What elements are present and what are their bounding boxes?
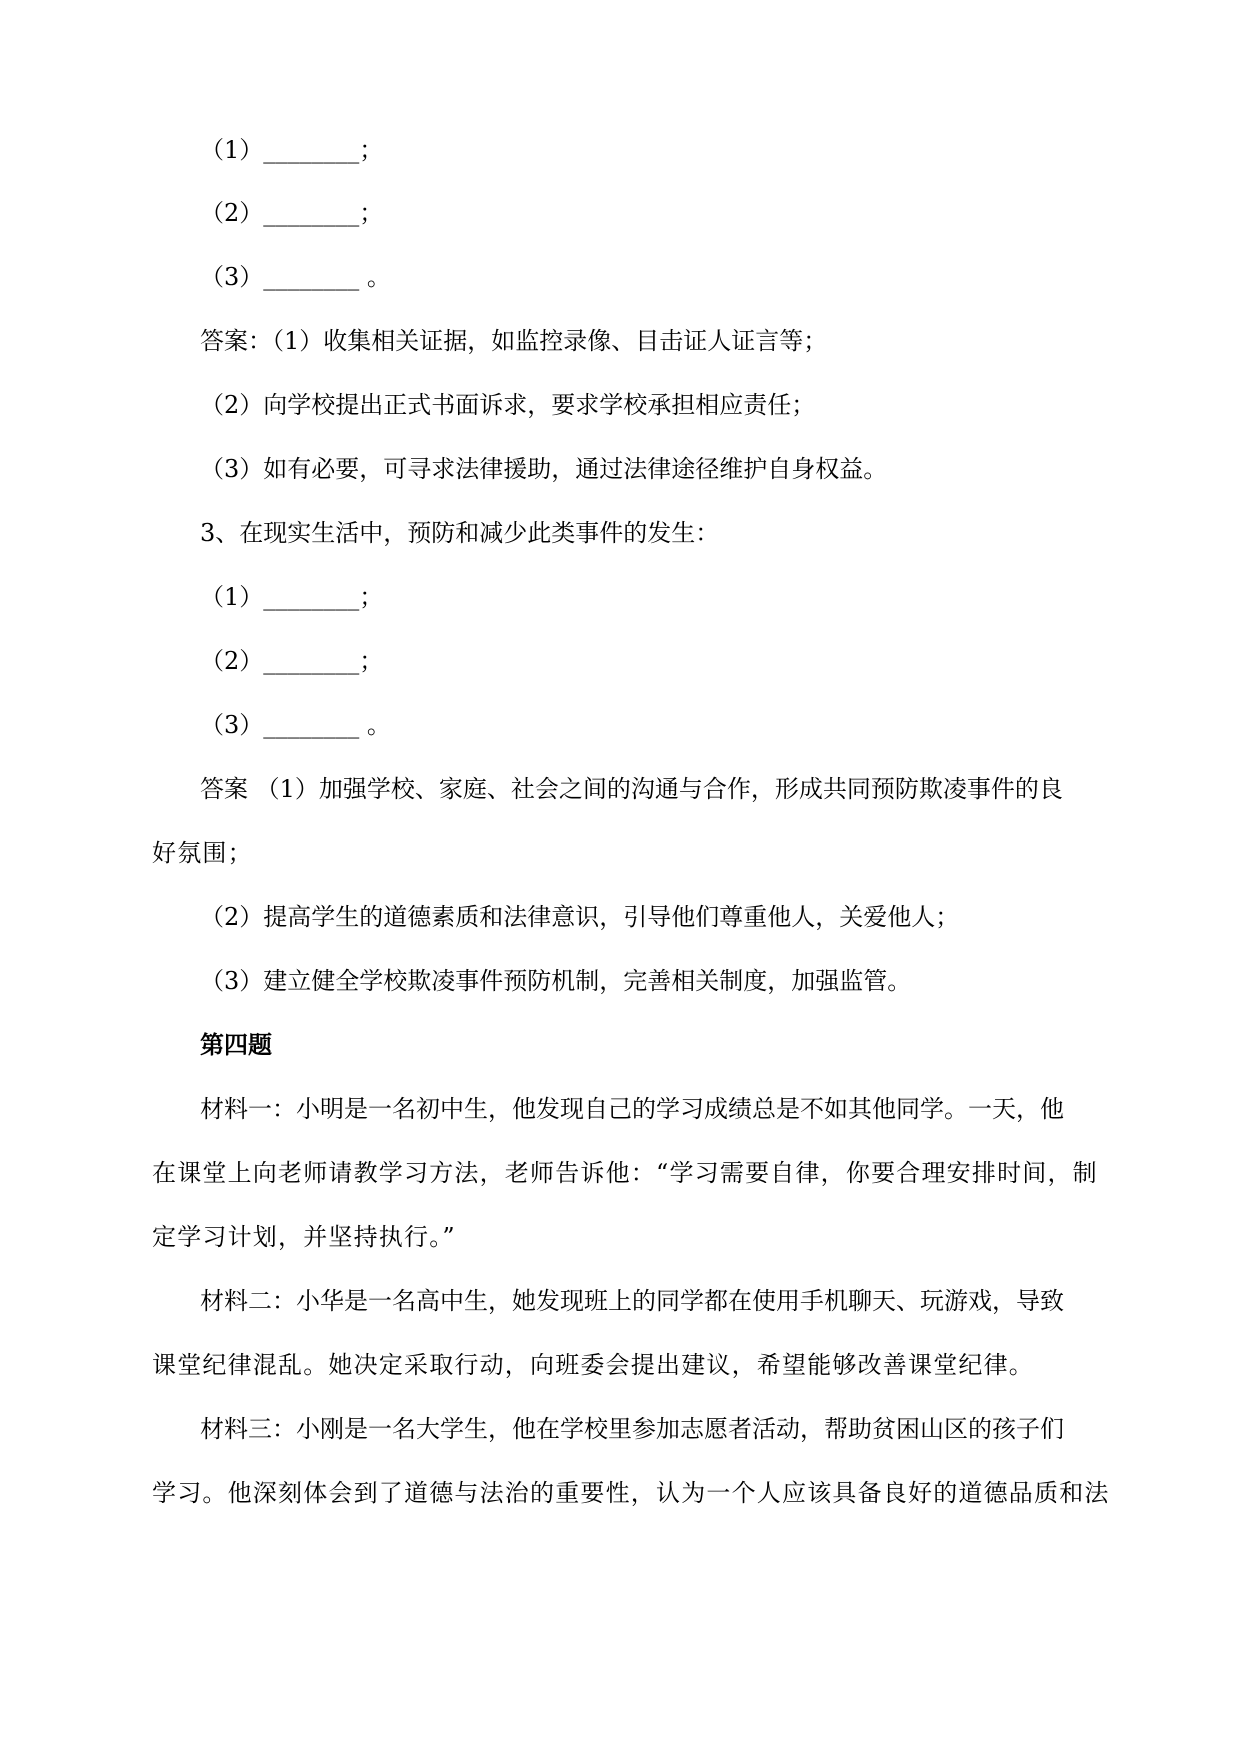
material-1: 材料一：小明是一名初中生，他发现自己的学习成绩总是不如其他同学。一天，他: [200, 1095, 1064, 1123]
answer-line-3: （3）建立健全学校欺凌事件预防机制，完善相关制度，加强监管。: [200, 967, 912, 995]
blank-item-1: （1）________；: [200, 583, 384, 611]
answer-line-2: （2）提高学生的道德素质和法律意识，引导他们尊重他人，关爱他人；: [200, 903, 960, 931]
blank-item-1: （1）________；: [200, 136, 384, 164]
section-heading: 第四题: [200, 1031, 272, 1059]
material-2-cont: 课堂纪律混乱。她决定采取行动，向班委会提出建议，希望能够改善课堂纪律。: [152, 1351, 1034, 1379]
material-3: 材料三：小刚是一名大学生，他在学校里参加志愿者活动，帮助贫困山区的孩子们: [200, 1415, 1064, 1443]
material-1-cont: 定学习计划，并坚持执行。”: [152, 1223, 456, 1251]
blank-item-2: （2）________；: [200, 647, 384, 675]
answer-line-1-cont: 好氛围；: [152, 839, 253, 867]
answer-line-2: （2）向学校提出正式书面诉求，要求学校承担相应责任；: [200, 391, 816, 419]
answer-line-1: 答案 （1）加强学校、家庭、社会之间的沟通与合作，形成共同预防欺凌事件的良: [200, 775, 1063, 803]
material-3-cont: 学习。他深刻体会到了道德与法治的重要性，认为一个人应该具备良好的道德品质和法: [152, 1479, 1110, 1507]
answer-line-3: （3）如有必要，可寻求法律援助，通过法律途径维护自身权益。: [200, 455, 888, 483]
answer-line-1: 答案：（1）收集相关证据，如监控录像、目击证人证言等；: [200, 327, 828, 355]
material-1-cont: 在课堂上向老师请教学习方法，老师告诉他：“学习需要自律，你要合理安排时间，制: [152, 1159, 1098, 1187]
question-3: 3、在现实生活中，预防和减少此类事件的发生：: [200, 519, 720, 547]
blank-item-2: （2）________；: [200, 199, 384, 227]
material-2: 材料二：小华是一名高中生，她发现班上的同学都在使用手机聊天、玩游戏，导致: [200, 1287, 1064, 1315]
blank-item-3: （3）________ 。: [200, 711, 391, 739]
blank-item-3: （3）________ 。: [200, 263, 391, 291]
